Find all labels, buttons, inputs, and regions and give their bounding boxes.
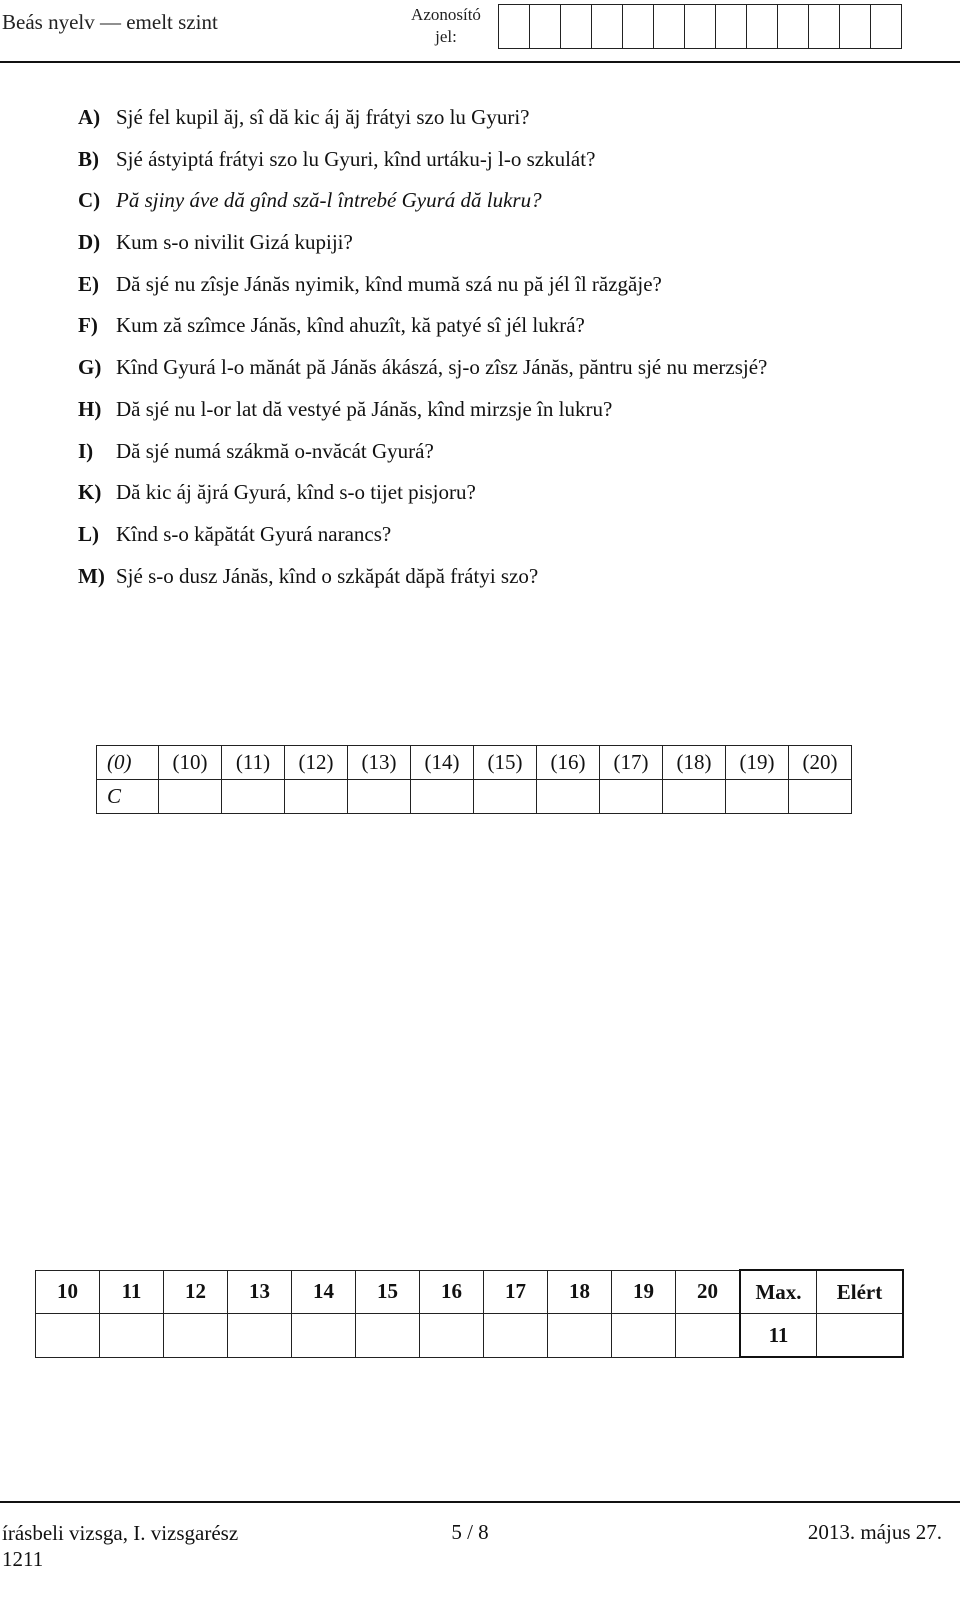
answer-cell: C bbox=[97, 780, 159, 814]
question-item bbox=[78, 105, 767, 147]
id-digit-box[interactable] bbox=[870, 4, 902, 49]
question-letter: L) bbox=[78, 521, 99, 546]
answer-header-cell: (14) bbox=[411, 746, 474, 780]
question-letter: D) bbox=[78, 230, 101, 255]
answer-cell[interactable] bbox=[474, 780, 537, 814]
question-item bbox=[78, 564, 767, 606]
answer-cell[interactable] bbox=[600, 780, 663, 814]
score-header-cell: 15 bbox=[356, 1270, 420, 1314]
answer-header-row bbox=[97, 746, 852, 780]
question-item bbox=[78, 272, 767, 314]
question-item bbox=[78, 147, 767, 189]
score-header-cell: 17 bbox=[484, 1270, 548, 1314]
question-item bbox=[78, 313, 767, 355]
question-letter: C) bbox=[78, 188, 101, 213]
page-header bbox=[0, 0, 960, 64]
question-item bbox=[78, 439, 767, 481]
answer-value-row bbox=[97, 780, 852, 814]
question-text: Kînd Gyurá l-o mănát pă Jánăs ákászá, sj-o zîsz Jánăs, păntru sjé nu merzsjé? bbox=[116, 355, 768, 380]
exam-date: 2013. május 27. bbox=[807, 1520, 942, 1544]
id-digit-box[interactable] bbox=[591, 4, 622, 49]
answer-table bbox=[96, 745, 852, 814]
question-text: Dă kic áj ăjrá Gyurá, kînd s-o tijet pisjoru? bbox=[116, 480, 476, 505]
answer-cell[interactable] bbox=[663, 780, 726, 814]
question-text: Dă sjé nu l-or lat dă vestyé pă Jánăs, kînd mirzsje în lukru? bbox=[116, 396, 613, 421]
id-digit-box[interactable] bbox=[808, 4, 839, 49]
id-digit-box[interactable] bbox=[529, 4, 560, 49]
question-item bbox=[78, 355, 767, 397]
score-cell[interactable] bbox=[292, 1314, 356, 1358]
answer-header-cell: (18) bbox=[663, 746, 726, 780]
question-text: Kum ză szîmce Jánăs, kînd ahuzît, kă patyé sî jél lukrá? bbox=[116, 313, 585, 338]
score-value-row bbox=[36, 1314, 904, 1358]
footer-exam-name: írásbeli vizsga, I. vizsgarész bbox=[2, 1521, 239, 1545]
score-cell[interactable] bbox=[228, 1314, 292, 1358]
achieved-label: Elért bbox=[817, 1270, 904, 1314]
question-letter: I) bbox=[78, 438, 94, 463]
question-text: Kum s-o nivilit Gizá kupiji? bbox=[116, 230, 353, 255]
score-cell[interactable] bbox=[612, 1314, 676, 1358]
page-number: 5 / 8 bbox=[451, 1520, 489, 1544]
answer-header-cell: (0) bbox=[97, 746, 159, 780]
footer-divider bbox=[0, 1501, 960, 1503]
answer-cell[interactable] bbox=[537, 780, 600, 814]
id-digit-box[interactable] bbox=[622, 4, 653, 49]
score-cell[interactable] bbox=[420, 1314, 484, 1358]
id-boxes bbox=[498, 4, 902, 49]
score-header-cell: 10 bbox=[36, 1270, 100, 1314]
question-letter: K) bbox=[78, 480, 102, 505]
answer-cell[interactable] bbox=[789, 780, 852, 814]
score-header-cell: 18 bbox=[548, 1270, 612, 1314]
question-item bbox=[78, 397, 767, 439]
question-text: Dă sjé numá szákmă o-nvăcát Gyurá? bbox=[116, 438, 434, 463]
answer-header-cell: (16) bbox=[537, 746, 600, 780]
max-label: Max. bbox=[740, 1270, 817, 1314]
answer-cell[interactable] bbox=[222, 780, 285, 814]
question-letter: G) bbox=[78, 355, 102, 380]
id-digit-box[interactable] bbox=[746, 4, 777, 49]
answer-header-cell: (15) bbox=[474, 746, 537, 780]
question-text: Sjé ástyiptá frátyi szo lu Gyuri, kînd urtáku-j l-o szkulát? bbox=[116, 146, 596, 171]
achieved-value[interactable] bbox=[817, 1314, 904, 1358]
question-text: Pă sjiny áve dă gînd sză-l întrebé Gyurá dă lukru? bbox=[116, 188, 542, 213]
answer-header-cell: (12) bbox=[285, 746, 348, 780]
question-text: Kînd s-o kăpătát Gyurá narancs? bbox=[116, 521, 392, 546]
question-text: Dă sjé nu zîsje Jánăs nyimik, kînd mumă szá nu pă jél îl răzgăje? bbox=[116, 271, 662, 296]
question-text: Sjé fel kupil ăj, sî dă kic áj ăj frátyi szo lu Gyuri? bbox=[116, 105, 530, 129]
answer-header-cell: (20) bbox=[789, 746, 852, 780]
answer-header-cell: (13) bbox=[348, 746, 411, 780]
score-cell[interactable] bbox=[356, 1314, 420, 1358]
score-cell[interactable] bbox=[484, 1314, 548, 1358]
header-title: Beás nyelv — emelt szint bbox=[2, 10, 218, 34]
question-letter: M) bbox=[78, 563, 105, 588]
id-digit-box[interactable] bbox=[653, 4, 684, 49]
answer-cell[interactable] bbox=[285, 780, 348, 814]
answer-header-cell: (19) bbox=[726, 746, 789, 780]
answer-cell[interactable] bbox=[348, 780, 411, 814]
max-value: 11 bbox=[740, 1314, 817, 1358]
id-digit-box[interactable] bbox=[498, 4, 529, 49]
answer-cell[interactable] bbox=[411, 780, 474, 814]
question-letter: F) bbox=[78, 313, 98, 338]
question-item bbox=[78, 188, 767, 230]
score-table bbox=[35, 1269, 904, 1358]
answer-header-cell: (10) bbox=[159, 746, 222, 780]
question-item bbox=[78, 480, 767, 522]
question-item bbox=[78, 522, 767, 564]
answer-header-cell: (11) bbox=[222, 746, 285, 780]
footer-exam-info bbox=[2, 1520, 238, 1572]
answer-cell[interactable] bbox=[726, 780, 789, 814]
score-header-cell: 19 bbox=[612, 1270, 676, 1314]
score-header-cell: 16 bbox=[420, 1270, 484, 1314]
id-digit-box[interactable] bbox=[777, 4, 808, 49]
score-header-cell: 11 bbox=[100, 1270, 164, 1314]
answer-cell[interactable] bbox=[159, 780, 222, 814]
id-label bbox=[400, 4, 492, 48]
id-digit-box[interactable] bbox=[839, 4, 870, 49]
question-letter: E) bbox=[78, 271, 99, 296]
score-cell[interactable] bbox=[676, 1314, 741, 1358]
id-digit-box[interactable] bbox=[560, 4, 591, 49]
question-letter: H) bbox=[78, 396, 102, 421]
header-divider bbox=[0, 61, 960, 63]
score-header-cell: 14 bbox=[292, 1270, 356, 1314]
score-cell[interactable] bbox=[548, 1314, 612, 1358]
question-letter: B) bbox=[78, 146, 99, 171]
question-letter: A) bbox=[78, 105, 101, 129]
id-digit-box[interactable] bbox=[715, 4, 746, 49]
answer-header-cell: (17) bbox=[600, 746, 663, 780]
footer-exam-code: 1211 bbox=[2, 1547, 44, 1571]
score-header-row bbox=[36, 1270, 904, 1314]
question-list bbox=[78, 105, 767, 605]
score-cell[interactable] bbox=[100, 1314, 164, 1358]
question-item bbox=[78, 230, 767, 272]
id-label-line2: jel: bbox=[435, 27, 457, 46]
score-cell[interactable] bbox=[36, 1314, 100, 1358]
question-text: Sjé s-o dusz Jánăs, kînd o szkăpát dăpă frátyi szo? bbox=[116, 563, 539, 588]
id-digit-box[interactable] bbox=[684, 4, 715, 49]
score-header-cell: 20 bbox=[676, 1270, 741, 1314]
score-cell[interactable] bbox=[164, 1314, 228, 1358]
score-header-cell: 12 bbox=[164, 1270, 228, 1314]
score-header-cell: 13 bbox=[228, 1270, 292, 1314]
id-label-line1: Azonosító bbox=[411, 5, 481, 24]
